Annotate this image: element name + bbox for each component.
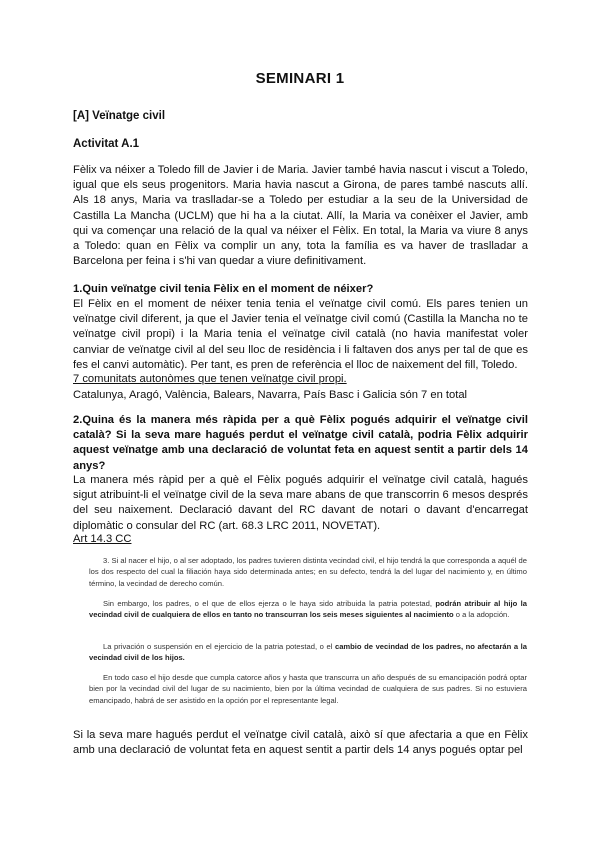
answer-1: El Fèlix en el moment de néixer tenia tenia el veïnatge civil comú. Els pares tenien un veïnatge civil diferent, ja que el Javier tenia el veïnatge civil comú (Castilla la Mancha no te veïnatge civil propi) i la Maria tenia el veïnatge civil català (no havia manifestat voler canviar de veïnatge civil al del seu lloc de residència i li faltaven dos anys per tal de que es fes el canvi automàtic). Per tant, es pren de referència el lloc de naixement del fill, Toledo. [73, 298, 528, 371]
answer-2: La manera més ràpid per a què el Fèlix pogués adquirir el veïnatge civil català, hagués sigut atribuint-li el veïnatge civil de la seva mare abans de que transcorrin 6 mesos després del seu naixement. Declaració davant del RC davant de notari o davant d'encarregat diplomàtic o consular del RC (art. 68.3 LRC 2011, NOVETAT). [73, 474, 528, 532]
citation-paragraph-1: 3. Si al nacer el hijo, o al ser adoptado, los padres tuvieren distinta vecindad civil, el hijo tendrá la que corresponda a aquél de los dos respecto del cual la filiación haya sido determinada antes; en su defecto, tendrá la del lugar del nacimiento y, en último término, la vecindad de derecho común. [89, 556, 527, 588]
page-title: SEMINARI 1 [255, 70, 345, 87]
closing-paragraph: Si la seva mare hagués perdut el veïnatge civil català, això sí que afectaria a que en Fèlix amb una declaració de voluntat feta en aquest sentit a partir dels 14 anys pogués optar pel [73, 729, 528, 757]
underlined-note: 7 comunitats autonòmes que tenen veïnatge civil propi. [73, 373, 347, 385]
intro-paragraph: Fèlix va néixer a Toledo fill de Javier i de Maria. Javier també havia nascut i viscut a Toledo, igual que els seus progenitors. Maria havia nascut a Girona, de pares també nascuts allí. Als 18 anys, Maria va traslladar-se a Toledo per estudiar a la seu de la Universidad de Castilla La Mancha (UCLM) que hi ha a la ciutat. Allí, la Maria va conèixer el Javier, amb qui va començar una relació de la qual va néixer el Fèlix. En total, la Maria va viure 8 anys a Toledo: quan en Fèlix va complir un any, tota la família es va haver de traslladar a Barcelona per feina i s'hi van quedar a viure definitivament. [73, 164, 528, 268]
citation-paragraph-4: En todo caso el hijo desde que cumpla catorce años y hasta que transcurra un año después de su emancipación podrá optar bien por la vecindad civil del lugar de su nacimiento, bien por la última vecindad de cualquiera de sus padres. Si no estuviera emancipado, habrá de ser asistido en la opción por el representante legal. [89, 673, 527, 705]
question-1: 1.Quin veïnatge civil tenia Fèlix en el moment de néixer? [73, 283, 374, 295]
communities-list: Catalunya, Aragó, València, Balears, Navarra, País Basc i Galicia són 7 en total [73, 389, 468, 401]
citation-paragraph-2: Sin embargo, los padres, o el que de ellos ejerza o le haya sido atribuida la patria potestad, podrán atribuir al hijo la vecindad civil de cualquiera de ellos en tanto no transcurran los seis meses siguientes al nacimiento o a la adopción. [89, 599, 527, 620]
section-heading: [A] Veïnatge civil [73, 110, 166, 122]
citation-paragraph-3: La privación o suspensión en el ejercicio de la patria potestad, o el cambio de vecindad de los padres, no afectarán a la vecindad civil de los hijos. [89, 642, 527, 663]
article-reference: Art 14.3 CC [73, 533, 132, 545]
activity-heading: Activitat A.1 [73, 138, 140, 150]
question-2: 2.Quina és la manera més ràpida per a què Fèlix pogués adquirir el veïnatge civil català? Si la seva mare hagués perdut el veïnatge civil català, podria Fèlix adquirir aquest veïnatge amb una declaració de voluntat feta en aquest sentit a partir dels 14 anys? [73, 414, 528, 472]
